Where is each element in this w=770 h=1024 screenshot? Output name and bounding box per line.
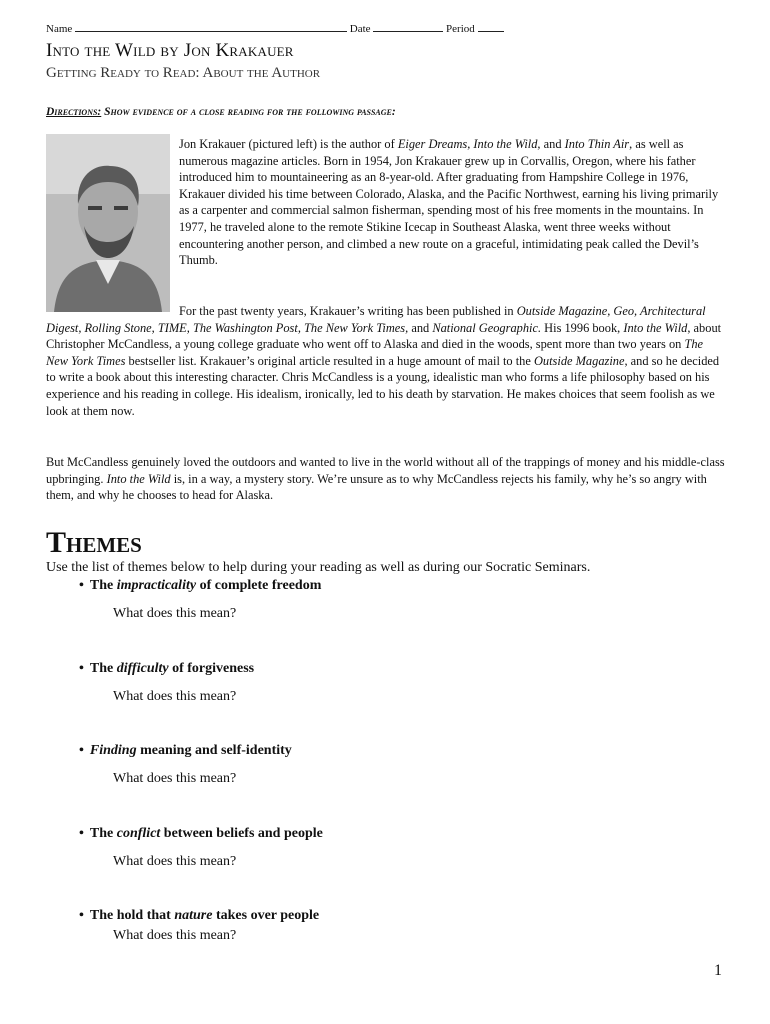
- p3-run-italic: Into the Wild: [106, 471, 171, 486]
- theme-text: The: [89, 578, 117, 593]
- author-portrait-image: [46, 134, 170, 312]
- theme-item-identity: [79, 743, 292, 759]
- date-label: Date: [349, 23, 371, 35]
- passage-paragraph-3: [46, 454, 727, 504]
- p2-run-italic: Outside Magazine, Geo, Architectural Digest, Rolling Stone, TIME, The Washington Post, The New York Times,: [46, 304, 706, 335]
- theme-text-italic: impracticality: [116, 578, 197, 593]
- bullet-icon: •: [79, 908, 84, 923]
- p3-run: But McCandless genuinely loved the outdoors and wanted to live in the world without all of the trappings of money and his middle-class upbringing.: [46, 455, 725, 486]
- theme-text: takes over people: [212, 908, 320, 923]
- p2-run-italic: The New York Times: [46, 337, 704, 368]
- theme-question: What does this mean?: [113, 689, 237, 704]
- passage-paragraph-2: [46, 303, 727, 419]
- p1-run-italic: Into Thin Air: [564, 137, 630, 151]
- theme-question: What does this mean?: [113, 928, 237, 943]
- theme-text: between beliefs and people: [160, 826, 323, 841]
- theme-question: What does this mean?: [113, 771, 237, 786]
- theme-text-italic: Finding: [89, 743, 137, 758]
- theme-text-italic: nature: [174, 908, 213, 923]
- themes-heading: Themes: [46, 526, 142, 559]
- author-photo: [46, 134, 170, 312]
- p2-run: , about Christopher McCandless, a young college graduate who went off to Alaska and died in the woods, spent more than two years on: [46, 320, 722, 352]
- date-blank: [373, 22, 443, 32]
- theme-text: The: [89, 661, 117, 676]
- student-info-line: [46, 22, 504, 35]
- theme-text: of complete freedom: [196, 578, 322, 593]
- bullet-icon: •: [79, 826, 84, 841]
- theme-item-nature: [79, 908, 319, 924]
- p2-run: , and so he decided to write a book about this interesting character. Chris McCandless is a young, idealistic man who forms a life philosophy based on his experience and his reading in college. His idealism, ironically, led to his death by starvation. He makes choices that seem foolish as we look at them now.: [46, 353, 720, 418]
- p3-run: is, in a way, a mystery story. We’re unsure as to why McCandless rejects his family, why he’s so angry with them, and why he chooses to head for Alaska.: [46, 471, 707, 503]
- bullet-icon: •: [79, 743, 84, 758]
- p2-run: For the past twenty years, Krakauer’s writing has been published in: [179, 304, 517, 318]
- theme-item-conflict: [79, 826, 323, 842]
- theme-text-italic: difficulty: [116, 661, 169, 676]
- p2-run-italic: Outside Magazine: [533, 353, 625, 368]
- name-label: Name: [46, 23, 73, 35]
- theme-question: What does this mean?: [113, 606, 237, 621]
- passage-paragraph-1: [179, 136, 727, 269]
- page-subtitle: Getting Ready to Read: About the Author: [46, 65, 321, 81]
- bullet-icon: •: [79, 661, 84, 676]
- theme-text-italic: conflict: [116, 826, 161, 841]
- name-blank: [75, 22, 347, 32]
- theme-text: The hold that: [89, 908, 175, 923]
- directions-label: Directions:: [46, 106, 102, 118]
- theme-question: What does this mean?: [113, 854, 237, 869]
- p2-run-italic: Into the Wild: [623, 320, 688, 335]
- page-number: 1: [714, 962, 722, 979]
- p2-run: and: [408, 320, 433, 335]
- p1-run-italic: Eiger Dreams, Into the Wild,: [397, 137, 541, 151]
- theme-text: meaning and self-identity: [136, 743, 292, 758]
- themes-intro: Use the list of themes below to help during your reading as well as during our Socratic Seminars.: [46, 560, 591, 575]
- theme-item-freedom: [79, 578, 321, 594]
- theme-text: The: [89, 826, 117, 841]
- theme-text: of forgiveness: [168, 661, 255, 676]
- bullet-icon: •: [79, 578, 84, 593]
- directions: [46, 106, 396, 118]
- p2-run-italic: National Geographic.: [432, 320, 542, 335]
- period-label: Period: [446, 23, 475, 35]
- period-blank: [478, 22, 504, 32]
- directions-text: Show evidence of a close reading for the following passage:: [101, 106, 396, 118]
- p2-run: bestseller list. Krakauer’s original article resulted in a huge amount of mail to the: [125, 353, 534, 368]
- theme-item-forgiveness: [79, 661, 254, 677]
- p1-run: Jon Krakauer (pictured left) is the author of: [179, 137, 398, 151]
- p1-run: , as well as numerous magazine articles. Born in 1954, Jon Krakauer grew up in Corvallis, Oregon, where his father introduced him to mountaineering as an 8-year-old. After graduating from Hampshire College in 1976, Krakauer divided his time between Colorado, Alaska, and the Pacific Northwest, earning his living primarily as a carpenter and commercial salmon fisherman, spending most of his free moments in the mountains. In 1977, he traveled alone to the remote Stikine Icecap in Southeast Alaska, went three weeks without encountering another person, and climbed a new route on a graceful, intimidating peak called the Devil’s Thumb.: [179, 137, 719, 268]
- p2-run: His 1996 book,: [541, 320, 624, 335]
- page-title: Into the Wild by Jon Krakauer: [46, 40, 294, 61]
- p1-run: and: [540, 137, 565, 151]
